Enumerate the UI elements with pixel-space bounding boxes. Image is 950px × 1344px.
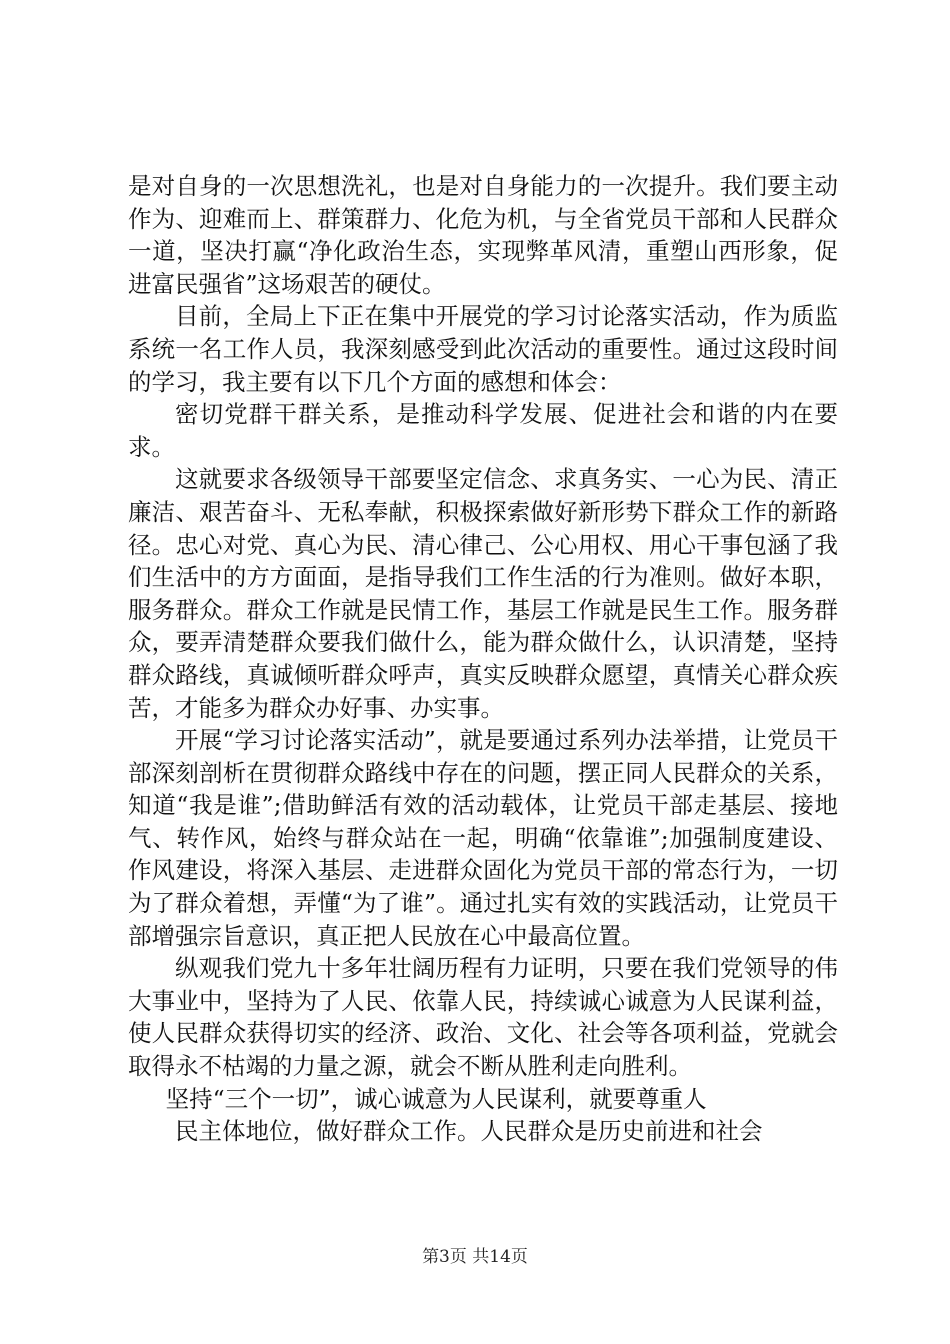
paragraph-8: 民主体地位，做好群众工作。人民群众是历史前进和社会 [175, 1117, 763, 1146]
paragraph-7: 坚持“三个一切”，诚心诚意为人民谋利，就要尊重人 [165, 1084, 707, 1113]
paragraph-1: 是对自身的一次思想洗礼，也是对自身能力的一次提升。我们要主动作为、迎难而上、群策群力、化危为机，与全省党员干部和人民群众一道，坚决打赢“净化政治生态，实现弊革风清，重塑山西形象，促进富民强省”这场艰苦的硬仗。 [128, 172, 838, 298]
page-number-footer: 第3页 共14页 [422, 1247, 528, 1267]
paragraph-6: 纵观我们党九十多年壮阔历程有力证明，只要在我们党领导的伟大事业中，坚持为了人民、依靠人民，持续诚心诚意为人民谋利益，使人民群众获得切实的经济、政治、文化、社会等各项利益，党就会取得永不枯竭的力量之源，就会不断从胜利走向胜利。 [128, 954, 838, 1081]
paragraph-2: 目前，全局上下正在集中开展党的学习讨论落实活动，作为质监系统一名工作人员，我深刻感受到此次活动的重要性。通过这段时间的学习，我主要有以下几个方面的感想和体会： [128, 302, 838, 396]
document-body [128, 170, 838, 1148]
paragraph-3: 密切党群干群关系，是推动科学发展、促进社会和谐的内在要求。 [128, 400, 838, 461]
paragraph-5: 开展“学习讨论落实活动”，就是要通过系列办法举措，让党员干部深刻剖析在贯彻群众路线中存在的问题，摆正同人民群众的关系，知道“我是谁”;借助鲜活有效的活动载体，让党员干部走基层、接地气、转作风，始终与群众站在一起，明确“依靠谁”;加强制度建设、作风建设，将深入基层、走进群众固化为党员干部的常态行为，一切为了群众着想，弄懂“为了谁”。通过扎实有效的实践活动，让党员干部增强宗旨意识，真正把人民放在心中最高位置。 [128, 726, 838, 950]
paragraph-4: 这就要求各级领导干部要坚定信念、求真务实、一心为民、清正廉洁、艰苦奋斗、无私奉献，积极探索做好新形势下群众工作的新路径。忠心对党、真心为民、清心律己、公心用权、用心干事包涵了我们生活中的方方面面，是指导我们工作生活的行为准则。做好本职，服务群众。群众工作就是民情工作，基层工作就是民生工作。服务群众，要弄清楚群众要我们做什么，能为群众做什么，认识清楚，坚持群众路线，真诚倾听群众呼声，真实反映群众愿望，真情关心群众疾苦，才能多为群众办好事、办实事。 [128, 465, 838, 722]
